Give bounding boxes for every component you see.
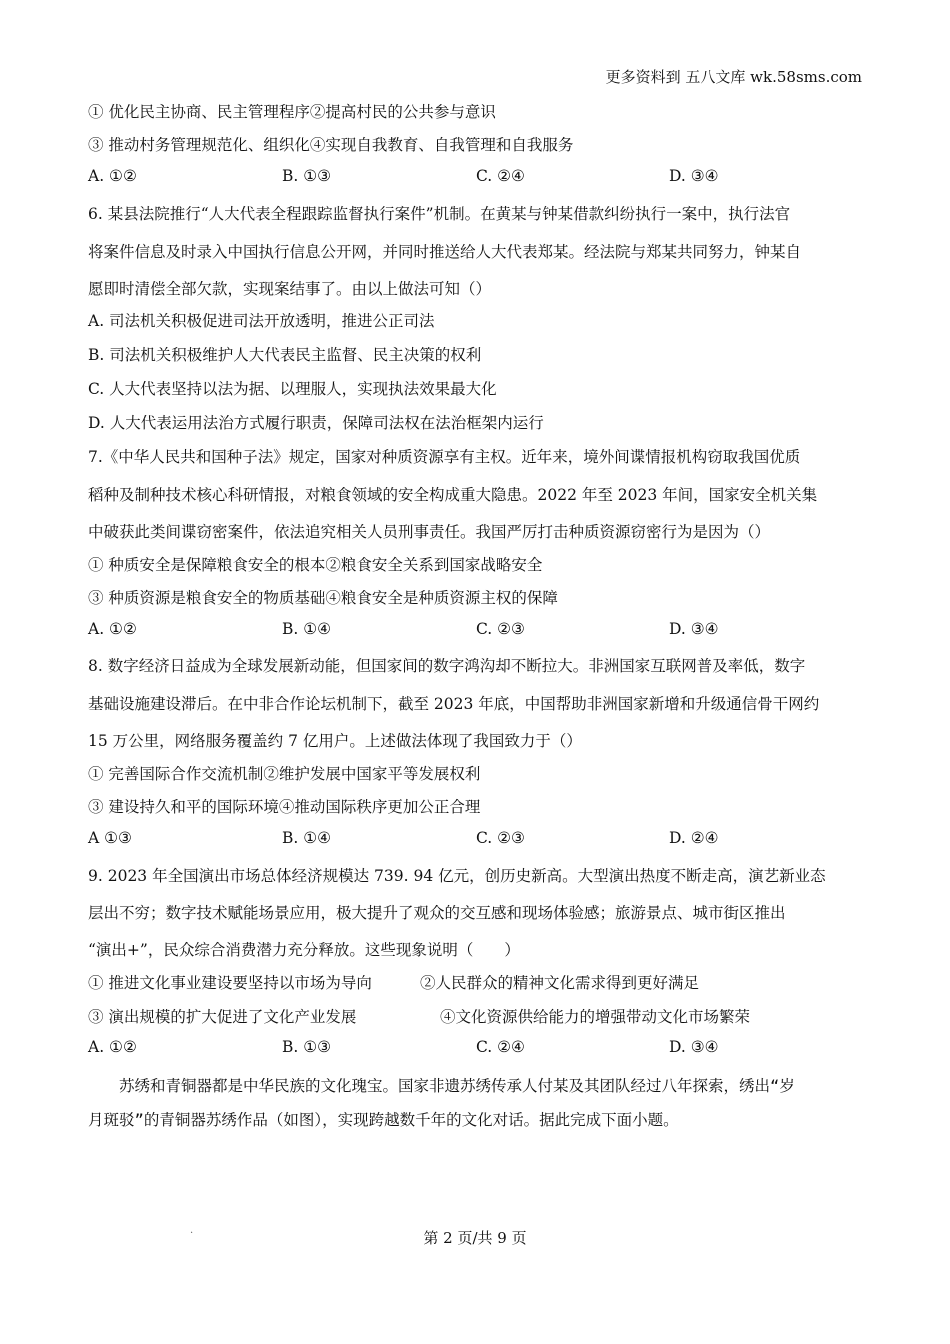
- q5-option-d: D. ③④: [669, 167, 719, 185]
- material-line-2: 月斑驳”的青铜器苏绣作品（如图），实现跨越数千年的文化对话。据此完成下面小题。: [88, 1111, 679, 1129]
- q9-option-a: A. ①②: [88, 1038, 137, 1056]
- material-line-1: 苏绣和青铜器都是中华民族的文化瑰宝。国家非遗苏绣传承人付某及其团队经过八年探索，绣出“岁: [88, 1077, 795, 1095]
- q9-option-d: D. ③④: [669, 1038, 719, 1056]
- page-number-footer: 第 2 页/共 9 页: [423, 1229, 527, 1247]
- q9-stem-line-2: 层出不穷；数字技术赋能场景应用，极大提升了观众的交互感和现场体验感；旅游景点、城市街区推出: [88, 904, 786, 922]
- q9-statement-1: ① 推进文化事业建设要坚持以市场为导向: [88, 974, 372, 992]
- q5-option-b: B. ①③: [282, 167, 332, 185]
- q7-option-d: D. ③④: [669, 620, 719, 638]
- q8-option-d: D. ②④: [669, 829, 719, 847]
- footer-mark: .: [190, 1225, 194, 1236]
- q5-option-c: C. ②④: [476, 167, 525, 185]
- q8-stem-line-3: 15 万公里，网络服务覆盖约 7 亿用户。上述做法体现了我国致力于（）: [88, 732, 582, 750]
- q6-choice-c: C. 人大代表坚持以法为据、以理服人，实现执法效果最大化: [88, 380, 497, 398]
- q6-stem-line-3: 愿即时清偿全部欠款，实现案结事了。由以上做法可知（）: [88, 280, 492, 298]
- q5-statement-line-1: ① 优化民主协商、民主管理程序②提高村民的公共参与意识: [88, 103, 496, 121]
- q8-option-c: C. ②③: [476, 829, 525, 847]
- q8-option-b: B. ①④: [282, 829, 332, 847]
- q9-stem-line-3: “演出+”，民众综合消费潜力充分释放。这些现象说明（ ）: [88, 941, 520, 959]
- q9-statement-2: ②人民群众的精神文化需求得到更好满足: [420, 974, 700, 992]
- q5-option-a: A. ①②: [88, 167, 137, 185]
- q8-statement-line-2: ③ 建设持久和平的国际环境④推动国际秩序更加公正合理: [88, 798, 481, 816]
- q7-statement-line-1: ① 种质安全是保障粮食安全的根本②粮食安全关系到国家战略安全: [88, 556, 543, 574]
- q8-option-a: A ①③: [88, 829, 132, 847]
- q7-stem-line-3: 中破获此类间谍窃密案件，依法追究相关人员刑事责任。我国严厉打击种质资源窃密行为是因为（）: [88, 523, 771, 541]
- q6-stem-line-1: 6. 某县法院推行“人大代表全程跟踪监督执行案件”机制。在黄某与钟某借款纠纷执行一案中，执行法官: [88, 205, 791, 223]
- q8-statement-line-1: ① 完善国际合作交流机制②维护发展中国家平等发展权利: [88, 765, 481, 783]
- header-watermark: 更多资料到 五八文库 wk.58sms.com: [605, 68, 862, 86]
- q6-choice-b: B. 司法机关积极维护人大代表民主监督、民主决策的权利: [88, 346, 482, 364]
- q6-stem-line-2: 将案件信息及时录入中国执行信息公开网，并同时推送给人大代表郑某。经法院与郑某共同努力，钟某自: [88, 243, 802, 261]
- q5-statement-line-2: ③ 推动村务管理规范化、组织化④实现自我教育、自我管理和自我服务: [88, 136, 574, 154]
- q9-option-b: B. ①③: [282, 1038, 332, 1056]
- q7-option-a: A. ①②: [88, 620, 137, 638]
- q9-statement-3: ③ 演出规模的扩大促进了文化产业发展: [88, 1008, 357, 1026]
- q8-stem-line-2: 基础设施建设滞后。在中非合作论坛机制下，截至 2023 年底，中国帮助非洲国家新增和升级通信骨干网约: [88, 695, 820, 713]
- q6-choice-a: A. 司法机关积极促进司法开放透明，推进公正司法: [88, 312, 435, 330]
- q7-stem-line-1: 7.《中华人民共和国种子法》规定，国家对种质资源享有主权。近年来，境外间谍情报机构窃取我国优质: [88, 448, 801, 466]
- q9-option-c: C. ②④: [476, 1038, 525, 1056]
- q7-stem-line-2: 稻种及制种技术核心科研情报，对粮食领域的安全构成重大隐患。2022 年至 2023 年间，国家安全机关集: [88, 486, 818, 504]
- q7-option-b: B. ①④: [282, 620, 332, 638]
- q6-choice-d: D. 人大代表运用法治方式履行职责，保障司法权在法治框架内运行: [88, 414, 544, 432]
- q7-statement-line-2: ③ 种质资源是粮食安全的物质基础④粮食安全是种质资源主权的保障: [88, 589, 558, 607]
- q9-stem-line-1: 9. 2023 年全国演出市场总体经济规模达 739. 94 亿元，创历史新高。大型演出热度不断走高，演艺新业态: [88, 867, 826, 885]
- q9-statement-4: ④文化资源供给能力的增强带动文化市场繁荣: [440, 1008, 751, 1026]
- q8-stem-line-1: 8. 数字经济日益成为全球发展新动能，但国家间的数字鸿沟却不断拉大。非洲国家互联网普及率低，数字: [88, 657, 806, 675]
- q7-option-c: C. ②③: [476, 620, 525, 638]
